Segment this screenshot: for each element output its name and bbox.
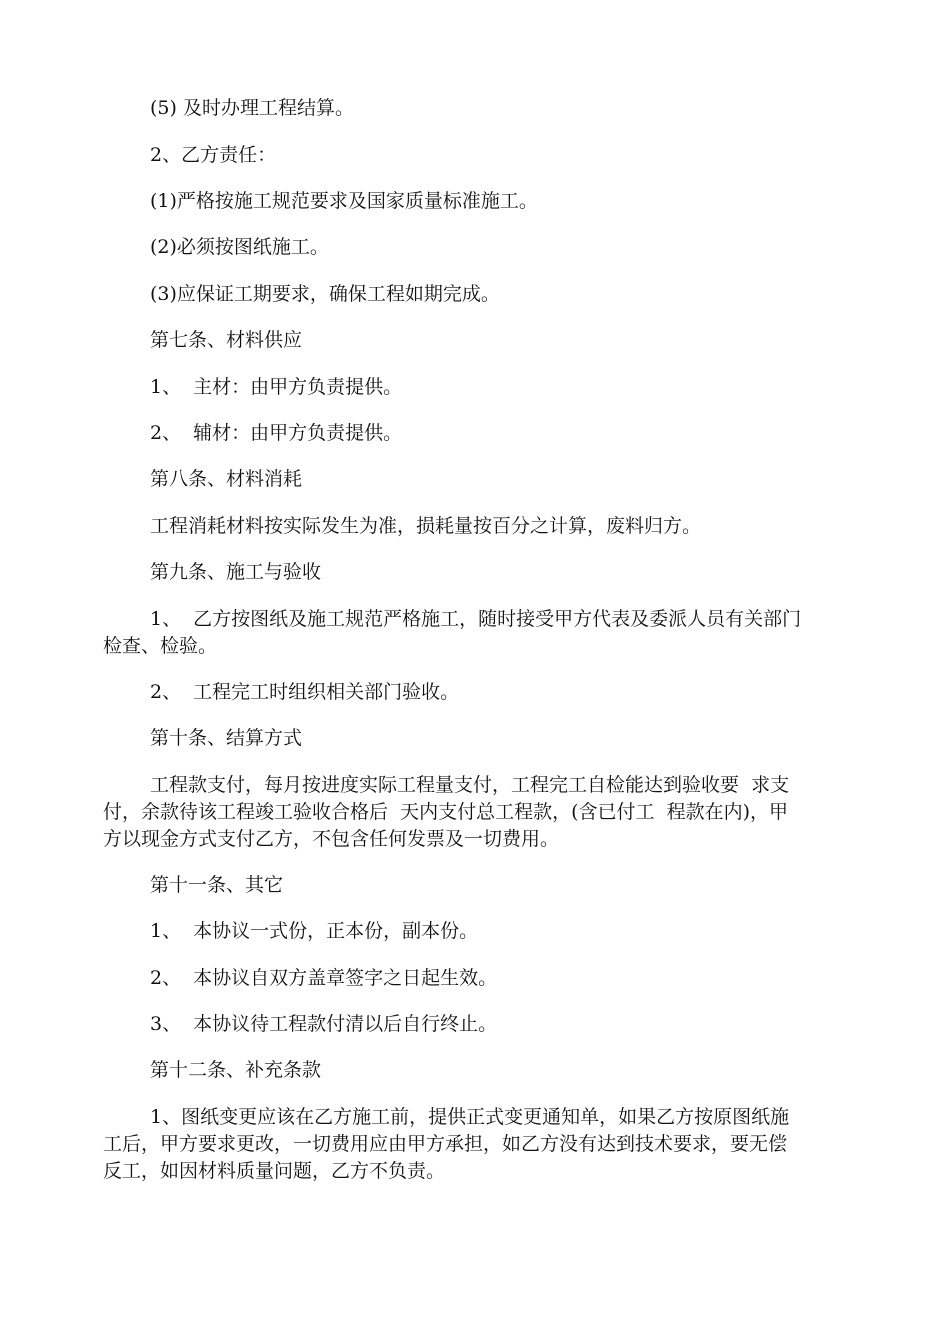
- clause-text: (3)应保证工期要求，确保工程如期完成。: [150, 283, 500, 305]
- clause-text: 工程消耗材料按实际发生为准，损耗量按百分之计算，废料归方。: [150, 515, 702, 537]
- clause-text-continuation: 方以现金方式支付乙方，不包含任何发票及一切费用。: [103, 828, 560, 850]
- article-heading: 第十二条、补充条款: [150, 1059, 322, 1081]
- clause-text-continuation: 工后，甲方要求更改，一切费用应由甲方承担，如乙方没有达到技术要求，要无偿: [103, 1133, 788, 1155]
- clause-text: 1、图纸变更应该在乙方施工前，提供正式变更通知单，如果乙方按原图纸施: [150, 1106, 790, 1128]
- clause-text: 1、 主材：由甲方负责提供。: [150, 376, 403, 398]
- clause-text: 2、 辅材：由甲方负责提供。: [150, 422, 403, 444]
- clause-text: 1、 乙方按图纸及施工规范严格施工，随时接受甲方代表及委派人员有关部门: [150, 608, 802, 630]
- clause-text-continuation: 反工，如因材料质量问题，乙方不负责。: [103, 1160, 446, 1182]
- article-heading: 第十一条、其它: [150, 874, 284, 896]
- clause-text: 1、 本协议一式份，正本份，副本份。: [150, 920, 479, 942]
- clause-heading: 2、乙方责任：: [150, 144, 277, 166]
- article-heading: 第七条、材料供应: [150, 329, 303, 351]
- clause-text: (2)必须按图纸施工。: [150, 236, 329, 258]
- clause-text: 3、 本协议待工程款付清以后自行终止。: [150, 1013, 498, 1035]
- clause-text-continuation: 付，余款待该工程竣工验收合格后 天内支付总工程款，(含已付工 程款在内)，甲: [103, 801, 788, 823]
- article-heading: 第十条、结算方式: [150, 727, 303, 749]
- clause-text: (1)严格按施工规范要求及国家质量标准施工。: [150, 190, 538, 212]
- clause-text: 工程款支付，每月按进度实际工程量支付，工程完工自检能达到验收要 求支: [150, 774, 790, 796]
- clause-text: (5) 及时办理工程结算。: [150, 97, 354, 119]
- clause-text: 2、 本协议自双方盖章签字之日起生效。: [150, 967, 498, 989]
- article-heading: 第九条、施工与验收: [150, 561, 322, 583]
- clause-text-continuation: 检查、检验。: [103, 635, 218, 657]
- clause-text: 2、 工程完工时组织相关部门验收。: [150, 681, 460, 703]
- article-heading: 第八条、材料消耗: [150, 468, 303, 490]
